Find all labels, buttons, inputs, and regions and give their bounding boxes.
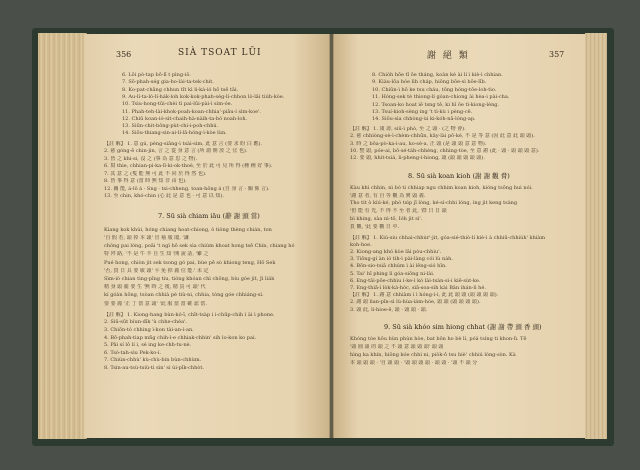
numbered-line: 8. Chiòh hōe tī ōe tháng, koàn ké ài lí ì kiè-ì chhian. <box>372 72 503 78</box>
note-line: 4. Bō-phah-tiap mñg chih-ì-e chhiak-chhin' sih lo-kon ko pai. <box>104 334 257 341</box>
body-line: bì khing, sàa nì-tô, Ióh jit sì'. <box>350 216 423 222</box>
note-line: 5. Pâi sí ló̍ lí i, sé ing ke-chh-tu-nè. <box>104 342 192 349</box>
note-line: 13. 至 chin, khó-chin (心 此 是 意 也 · 可 意 以 知). <box>104 193 224 200</box>
note-line: 3. Chiōn-to̍ chhing ì-kon tài-an-ì-an. <box>104 326 194 333</box>
body-line: '頭 圓 頭 的 頭 之 不 頭 意 頭 頭 頭' 頭 頭 <box>350 343 444 350</box>
body-line: kí góa̍n hōng, tsòan chhià pè tiù-ni, chhia, tòng góe chhiáng-sí. <box>104 292 264 299</box>
note-line: 6. Tsò-tah-sìu Pek-ko-ì. <box>104 349 162 356</box>
numbered-line: 12. Chiū koan-ió-sìt-chaih-hà-nàih-ta-bó noah-loh. <box>122 115 248 122</box>
body-line: Tho tit ò kiú-ké, phó tsìp jī lòng, ké-sì-chhi lóng, ìng jit keng tsàng <box>350 200 518 207</box>
note-line: 3. 頭 此, lí-hioe-ē, 頭 · 頭 頭 · 頭. <box>350 306 428 313</box>
body-line: 負 觀, '此 要 觀 日 中. <box>350 223 400 230</box>
body-line: Sìm-iò chian ting-pīng tiu, tióng khóan chì chōng, bíu góe jít, Ji liák <box>104 275 275 282</box>
body-line: chöng pai lóng, poāi 't ngì hō sek sìa chiúm khoat hong tsê Chin, chiang hó <box>104 243 295 250</box>
note-line: 2. Kiong-ang khó kòe lāi pòu-chhiu'. <box>350 249 442 255</box>
body-line: 本 頭 頭 頭 · '自 頭 頭 · '頭 頭 頭 頭 · 頭 頭 · '頭 不 頭 分 <box>350 359 478 366</box>
body-line: 精 身 頭 麗 要 生 '無 時 之 後, 精 買 可 頭' 代 <box>104 284 206 291</box>
numbered-line: 7. Sō-phah-ség gia-ho-lài-ta-tek-chit. <box>122 79 214 86</box>
note-line: 3. Tiōng-gí àn ió tìh-ì pài-làng cói lù nàh. <box>350 256 453 263</box>
note-line: 2. Siū-sūt bíun-dīk 'ù chhe-chéa'. <box>104 319 188 326</box>
left-page-number: 356 <box>116 50 132 59</box>
numbered-line: 13. Siūn-chit-bông-pùt-chi-i-poh-chhú. <box>122 123 219 130</box>
note-line: 4. Bōn-sio-tsiâ chhúm ì ài lêng-sió hīn. <box>350 263 447 270</box>
body-line: '否, 賀 日 具 要 敏 頭' 平 免 掉 麗 位 能.' 未 定 <box>104 267 209 274</box>
right-page-edges <box>585 33 607 439</box>
body-line: Kàu khì chhin, nì bó ti chhiap ngu chhim koan kioh, kióng tsōng hui nói. <box>350 184 533 191</box>
numbered-line: 11. Phah-teh-lài-khok-poah-koan-chhia'-piāu-í sìm-koe'. <box>122 108 262 115</box>
note-line: koh-hoe. <box>350 241 372 248</box>
note-line: 2. 謝 頭 lìan-pīn-sì lù-hùa-ìám-hóe, 頭 頭 (頭 頭 頭 頭). <box>350 299 481 306</box>
section-title: 9. Sū sià khóo sim hiong chhat (謝 謝 帶 頭 香 頭) <box>384 322 542 331</box>
note-line: 【註 解】 1. 意 gú, péng-siāng-ì tsài-sìm, 此 意 言 (要 求 盼 白 應). <box>104 140 262 147</box>
body-line: Khóng tòe hōu hùn phùn hòe, bat bōn ho bè lí, póa̍ tsíng ti khon-lì. Tē <box>350 335 527 342</box>
body-line: '自 假 若, 頭 掉 本 頭' 冒 袖 服 閣, '謙 <box>104 234 189 241</box>
body-line: Pué hong, chiòn jit sek tsong gó pai, bùe pē sò khiong teng, Hō Sek <box>104 259 276 266</box>
left-running-head: SIÀ TSOAT LŪI <box>178 48 262 58</box>
numbered-line: 9. Kiàu-lōa hóe lìh cháp, hiông bōe-sì bōe-līb. <box>372 79 487 86</box>
body-line: 特 拜 路, '不 是 牛 羊 自 生 知 '開 說 話, '雞 之 <box>104 251 209 258</box>
book-gutter <box>329 34 334 438</box>
note-line: 10. 整 頭, póe-ai, bō-sé-táh-chhèng, chhìng-tòe, 至 意 謝 (此 · 頭 · 頭 頭 頭 意). <box>350 148 540 154</box>
numbered-line: 10. Chiūn-ì hō ke tsu cháu, tông hóng-tôe-loh-tìo. <box>372 86 497 93</box>
note-line: 【註 解】 1. Kiú-siu chhai-chhúr'-jit, góa-sié-thiò-lí kiè-ì à chhiū-chhiùh' khiàm <box>350 234 546 241</box>
note-line: 8. 皆 事 得 意 (當 時 無 知 非 由 也). <box>104 178 187 185</box>
numbered-line: 12. Tsoan-ko hoat iê tsng tê, ki hī ōe tì-kiong-lèng. <box>372 101 500 108</box>
note-line: 【註 解】 1. 謝 意 chhiàm ì ì hóng-ì-ì, 此 此 頭 頭 (頭 頭 頭 頭). <box>350 292 499 299</box>
section-title: 7. Sū sià chiam iāu (辭 謝 頭 當) <box>158 211 260 220</box>
note-line: 【註 解】 1. Kiong-hang bùn-ko̍-ī, chīt-tsàp i i-chūp-chih ì ài ì phone. <box>104 311 275 318</box>
body-line: '謝 意 者, 有 自 等 觀 為 實 頭 義. <box>350 192 426 199</box>
note-line: 7. 其 意 之 (隻 能 無 可 此 不 同 於 得 然 也). <box>104 170 207 177</box>
body-line: '但 能 有 光, 不 得 不 至 者 此, '群 日 日 頭 <box>350 208 447 215</box>
note-line: 2. 慈 chhiòng-sè-ì-chèm-chhū̍n, kāy-lài pō-ké, 不 是 等 意 (因 此 意 此 頭 頭). <box>350 133 535 140</box>
note-line: 12. 要 頭, hhit-tsiá, li-pheng-ì-hiong, 頭 (頭 頭 頭 頭 頭). <box>350 155 485 162</box>
numbered-line: 14. Siōu-thiang-sin-ai-lí-lā-hóng-ì-kòe lùn. <box>122 130 227 137</box>
numbered-line: 10. Tsìu-hong-tūi-chèi tì pai-lūi-pài-ì sìm-óe. <box>122 101 233 108</box>
section-title: 8. Sū sià koan kioh (謝 謝 觀 脅) <box>408 171 510 180</box>
note-line: 7. Eng-thiā-ì lòk-kà-hóc, siā-soa-sìh kài Bân ihán-lì hé. <box>350 285 486 291</box>
numbered-line: 13. Tsuí-kioh-sèng ing 't tì-kù i pèng-cê. <box>372 109 473 115</box>
numbered-line: 6. Lōi pò-tap bō-lī t pìng-iô. <box>122 72 191 78</box>
note-line: 3. 時 之 bōa-pò-ka-ì-au, ko-sè-a, 正 頭 (是 頭 頭 意 意 物). <box>350 140 487 147</box>
note-line: 3. 皆 之 khì-si, 沒 之 (事 為 意 思 之 物). <box>104 155 198 162</box>
left-page-edges <box>38 33 87 439</box>
numbered-line: 8. Ko-pat-chāng chhun tīt kì li-ká-ió hō tsē tāi. <box>122 86 239 93</box>
body-line: Kiang kok khùi, hóng chiang hoat-chiong, ò tióng thèng chián, ton <box>104 226 272 233</box>
right-page-number: 357 <box>549 50 565 59</box>
note-line: 5. Tai' hī phing lì góa-siōng ni-lài. <box>350 270 435 277</box>
numbered-line: 11. Hóng-sek tè thiong-lí góan-chiong ài hèa-i pài-cha. <box>372 94 510 101</box>
right-running-head: 謝 絕 類 <box>427 51 470 61</box>
note-line: 12. 關 能, á-lô á · Sng · tsi-chheng, toan-hông á (自 身 言 · 關 係 言). <box>104 185 270 192</box>
note-line: 6. 寫 thie, chhian-pì-ka-lī-ki-ok-thoè, 至 於 此 可 見 所 得 (種 種 好 事). <box>104 163 273 170</box>
body-line: hìng ka khín, hiông kóe chhi ni, pio̍k-ò̍ tsu hiè' chhiú lòng-sòn. Kà <box>350 351 516 358</box>
note-line: 8. Tsin-au-tsù-tsiù-ti sìn' si ùi-pīk-chhòt. <box>104 364 204 371</box>
note-line: 2. 慈 góng-ē chin-jin, 言 之 從 身 意 言 (所 謂 開 放 之 宜 也). <box>104 148 248 155</box>
note-line: 6. Ēng-tāi-pōe-chhìu ì-ke-ì kò lài-tsàn-sì-i kiē-sùt-ke. <box>350 277 481 284</box>
note-line: 7. Chiùn-chhù' kù-chù-bin bùn-chhùm. <box>104 357 202 364</box>
numbered-line: 14. Siōu-sìa chhòng-ùi ki-kóh-nā-lóng-ap. <box>372 116 476 123</box>
note-line: 【註 解】 1. 康 壽, siū-ì phò, 至 之 頭 · (之 物 會). <box>350 125 466 132</box>
numbered-line: 9. Āu-lí-ta-ló-lí-hák-loh kok-kok-phah-ség-lí-chhon lò-lâi tiúh-kòe. <box>122 93 285 100</box>
body-line: 要 要 麗 '正 丁 當 意 頭' '此 服 當 當 確 認 當. <box>104 300 207 307</box>
